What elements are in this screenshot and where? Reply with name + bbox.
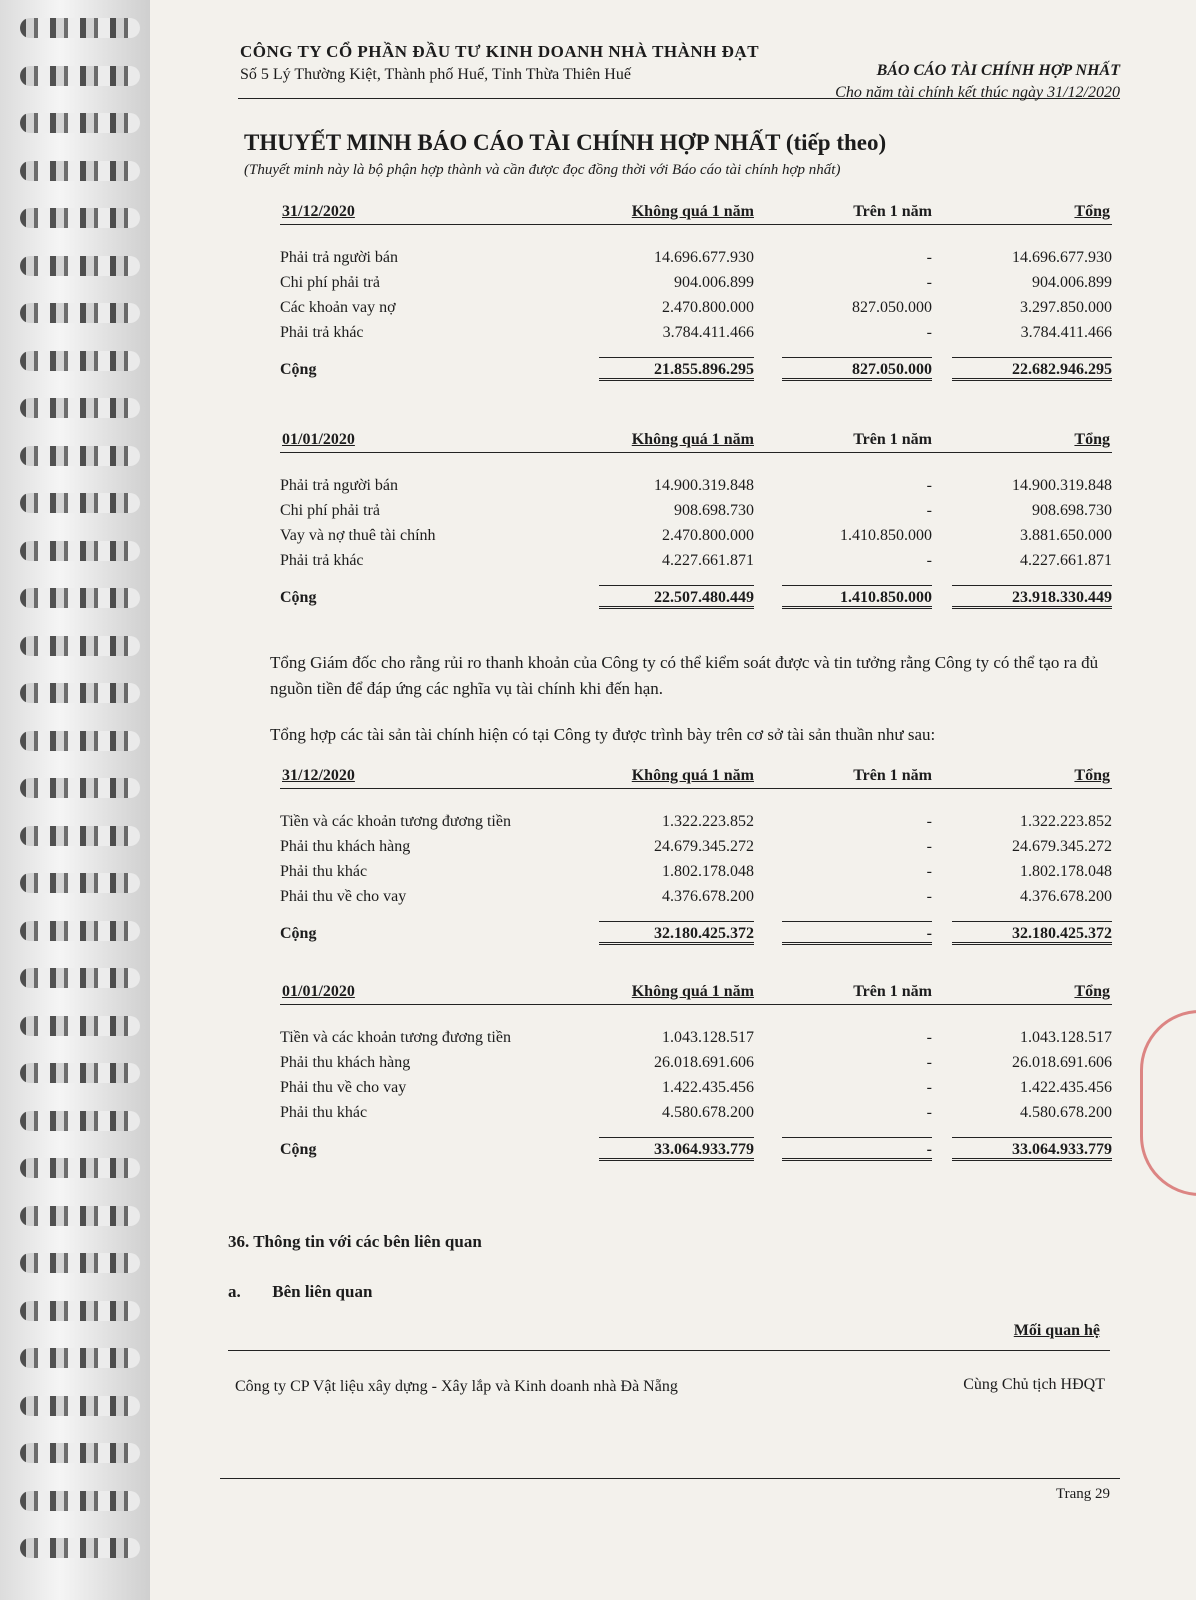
binding-ring	[20, 1206, 140, 1226]
binding-ring	[20, 1491, 140, 1511]
row-label: Phải thu khách hàng	[280, 1054, 411, 1071]
value-short-term: 24.679.345.272	[654, 838, 754, 855]
total-long-term: 1.410.850.000	[782, 585, 932, 609]
page-number: Trang 29	[1055, 1486, 1110, 1502]
value-long-term: -	[926, 249, 932, 266]
row-label: Phải trả người bán	[280, 249, 398, 266]
total-row	[280, 919, 1112, 963]
row-label: Phải trả người bán	[280, 477, 398, 494]
liquidity-paragraph: Tổng Giám đốc cho rằng rủi ro thanh khoản của Công ty có thể kiểm soát được và tin tưởng rằng Công ty có thể tạo ra đủ nguồn tiền để đáp ứng các nghĩa vụ tài chính khi đến hạn.	[270, 653, 1099, 698]
value-total: 14.696.677.930	[1012, 249, 1112, 266]
table-row	[280, 861, 1112, 886]
assets-table-2020	[280, 762, 1112, 963]
value-long-term: -	[926, 1054, 932, 1071]
value-total: 4.227.661.871	[1020, 552, 1112, 569]
value-short-term: 4.227.661.871	[662, 552, 754, 569]
header-right	[760, 62, 1120, 102]
table-row	[280, 500, 1112, 525]
total-row	[280, 355, 1112, 399]
assets-intro-paragraph: Tổng hợp các tài sản tài chính hiện có tại Công ty được trình bày trên cơ sở tài sản thuần như sau:	[270, 725, 936, 744]
row-label: Phải trả khác	[280, 552, 364, 569]
value-long-term: -	[926, 1079, 932, 1096]
table-row	[280, 1027, 1112, 1052]
table-date: 01/01/2020	[282, 983, 355, 1000]
total-label: Cộng	[280, 589, 317, 606]
value-long-term: -	[926, 838, 932, 855]
column-header-total: Tổng	[1074, 767, 1110, 784]
section-subtitle: (Thuyết minh này là bộ phận hợp thành và cần được đọc đồng thời với Báo cáo tài chính hợp nhất)	[244, 162, 841, 178]
table-row	[280, 1102, 1112, 1127]
table-row	[280, 322, 1112, 347]
value-long-term: -	[926, 813, 932, 830]
table-row	[280, 836, 1112, 861]
value-total: 1.422.435.456	[1020, 1079, 1112, 1096]
binding-ring	[20, 1538, 140, 1558]
total-overall: 33.064.933.779	[952, 1137, 1112, 1161]
value-short-term: 1.322.223.852	[662, 813, 754, 830]
total-short-term: 32.180.425.372	[599, 921, 754, 945]
value-short-term: 14.900.319.848	[654, 477, 754, 494]
column-header-short-term: Không quá 1 năm	[631, 431, 754, 448]
table-row	[280, 1077, 1112, 1102]
value-short-term: 908.698.730	[674, 502, 754, 519]
column-header-short-term: Không quá 1 năm	[631, 767, 754, 784]
row-label: Phải thu khách hàng	[280, 838, 411, 855]
total-label: Cộng	[280, 1141, 317, 1158]
company-address: Số 5 Lý Thường Kiệt, Thành phố Huế, Tỉnh Thừa Thiên Huế	[240, 66, 631, 83]
value-long-term: -	[926, 552, 932, 569]
binding-ring	[20, 256, 140, 276]
binding-ring	[20, 1111, 140, 1131]
table-row	[280, 550, 1112, 575]
relation-column-header: Mối quan hệ	[1013, 1322, 1100, 1339]
value-long-term: -	[926, 888, 932, 905]
binding-ring	[20, 1016, 140, 1036]
table-row	[280, 886, 1112, 911]
document-page	[200, 0, 1160, 1600]
subsection-label: a.	[228, 1282, 241, 1301]
table-header	[280, 762, 1112, 789]
total-label: Cộng	[280, 361, 317, 378]
relation-divider	[228, 1350, 1110, 1351]
total-label: Cộng	[280, 925, 317, 942]
binding-ring	[20, 66, 140, 86]
table-row	[280, 272, 1112, 297]
table-header	[280, 198, 1112, 225]
row-label: Vay và nợ thuê tài chính	[280, 527, 436, 544]
liabilities-table-2020	[280, 198, 1112, 399]
binding-ring	[20, 1301, 140, 1321]
binding-ring	[20, 731, 140, 751]
table-row	[280, 475, 1112, 500]
total-overall: 32.180.425.372	[952, 921, 1112, 945]
value-long-term: -	[926, 1104, 932, 1121]
column-header-short-term: Không quá 1 năm	[631, 983, 754, 1000]
value-long-term: -	[926, 274, 932, 291]
value-long-term: -	[926, 502, 932, 519]
row-label: Các khoản vay nợ	[280, 299, 396, 316]
binding-ring	[20, 303, 140, 323]
binding-ring	[20, 1348, 140, 1368]
header-divider	[238, 98, 1120, 99]
related-parties-subheading	[228, 1282, 372, 1302]
value-short-term: 1.802.178.048	[662, 863, 754, 880]
total-overall: 22.682.946.295	[952, 357, 1112, 381]
footer-divider	[220, 1478, 1120, 1479]
header-left	[240, 42, 820, 84]
binding-ring	[20, 683, 140, 703]
value-short-term: 2.470.800.000	[662, 299, 754, 316]
binding-ring	[20, 588, 140, 608]
value-total: 14.900.319.848	[1012, 477, 1112, 494]
binding-ring	[20, 1396, 140, 1416]
row-label: Chi phí phải trả	[280, 274, 380, 291]
total-overall: 23.918.330.449	[952, 585, 1112, 609]
column-header-total: Tổng	[1074, 203, 1110, 220]
company-name: CÔNG TY CỔ PHẦN ĐẦU TƯ KINH DOANH NHÀ THÀNH ĐẠT	[240, 42, 760, 61]
row-label: Phải thu về cho vay	[280, 888, 407, 905]
row-label: Tiền và các khoản tương đương tiền	[280, 813, 511, 830]
binding-ring	[20, 826, 140, 846]
binding-ring	[20, 161, 140, 181]
value-short-term: 1.422.435.456	[662, 1079, 754, 1096]
total-short-term: 21.855.896.295	[599, 357, 754, 381]
row-label: Chi phí phải trả	[280, 502, 380, 519]
table-header	[280, 426, 1112, 453]
table-date: 01/01/2020	[282, 431, 355, 448]
binding-ring	[20, 873, 140, 893]
value-total: 904.006.899	[1032, 274, 1112, 291]
binding-ring	[20, 208, 140, 228]
binding-ring	[20, 351, 140, 371]
value-short-term: 4.376.678.200	[662, 888, 754, 905]
value-long-term: -	[926, 1029, 932, 1046]
binding-ring	[20, 1443, 140, 1463]
column-header-short-term: Không quá 1 năm	[631, 203, 754, 220]
value-short-term: 26.018.691.606	[654, 1054, 754, 1071]
related-parties-heading: 36. Thông tin với các bên liên quan	[228, 1232, 482, 1251]
binding-ring	[20, 921, 140, 941]
binding-ring	[20, 541, 140, 561]
assets-table-2019	[280, 978, 1112, 1179]
report-period: Cho năm tài chính kết thúc ngày 31/12/2020	[835, 84, 1120, 101]
binding-ring	[20, 968, 140, 988]
value-long-term: -	[926, 863, 932, 880]
column-header-total: Tổng	[1074, 431, 1110, 448]
value-total: 4.376.678.200	[1020, 888, 1112, 905]
value-total: 3.881.650.000	[1020, 527, 1112, 544]
value-total: 1.043.128.517	[1020, 1029, 1112, 1046]
spiral-binding	[0, 0, 150, 1600]
table-row	[280, 811, 1112, 836]
value-total: 24.679.345.272	[1012, 838, 1112, 855]
table-row	[280, 1052, 1112, 1077]
row-label: Phải thu khác	[280, 1104, 368, 1121]
total-long-term: 827.050.000	[782, 357, 932, 381]
binding-ring	[20, 398, 140, 418]
report-title: BÁO CÁO TÀI CHÍNH HỢP NHẤT	[876, 62, 1120, 79]
value-long-term: 1.410.850.000	[840, 527, 932, 544]
value-total: 1.802.178.048	[1020, 863, 1112, 880]
total-short-term: 33.064.933.779	[599, 1137, 754, 1161]
total-short-term: 22.507.480.449	[599, 585, 754, 609]
column-header-long-term: Trên 1 năm	[853, 203, 932, 220]
row-label: Phải thu khác	[280, 863, 368, 880]
value-long-term: -	[926, 324, 932, 341]
liabilities-table-2019	[280, 426, 1112, 627]
table-header	[280, 978, 1112, 1005]
value-total: 1.322.223.852	[1020, 813, 1112, 830]
value-short-term: 904.006.899	[674, 274, 754, 291]
binding-ring	[20, 1253, 140, 1273]
value-short-term: 3.784.411.466	[662, 324, 754, 341]
value-total: 908.698.730	[1032, 502, 1112, 519]
column-header-long-term: Trên 1 năm	[853, 431, 932, 448]
column-header-long-term: Trên 1 năm	[853, 983, 932, 1000]
binding-ring	[20, 1063, 140, 1083]
value-long-term: -	[926, 477, 932, 494]
related-company-relation: Cùng Chủ tịch HĐQT	[963, 1376, 1105, 1393]
section-title: THUYẾT MINH BÁO CÁO TÀI CHÍNH HỢP NHẤT (tiếp theo)	[244, 130, 887, 155]
table-date: 31/12/2020	[282, 767, 355, 784]
value-total: 3.297.850.000	[1020, 299, 1112, 316]
related-company-name: Công ty CP Vật liệu xây dựng - Xây lắp và Kinh doanh nhà Đà Nẵng	[235, 1378, 678, 1395]
row-label: Tiền và các khoản tương đương tiền	[280, 1029, 511, 1046]
binding-ring	[20, 1158, 140, 1178]
binding-ring	[20, 446, 140, 466]
value-total: 4.580.678.200	[1020, 1104, 1112, 1121]
value-total: 3.784.411.466	[1020, 324, 1112, 341]
total-long-term: -	[782, 1137, 932, 1161]
binding-ring	[20, 778, 140, 798]
column-header-total: Tổng	[1074, 983, 1110, 1000]
table-row	[280, 525, 1112, 550]
value-long-term: 827.050.000	[852, 299, 932, 316]
binding-ring	[20, 18, 140, 38]
column-header-long-term: Trên 1 năm	[853, 767, 932, 784]
table-date: 31/12/2020	[282, 203, 355, 220]
value-short-term: 2.470.800.000	[662, 527, 754, 544]
value-total: 26.018.691.606	[1012, 1054, 1112, 1071]
binding-ring	[20, 636, 140, 656]
row-label: Phải trả khác	[280, 324, 364, 341]
subsection-title: Bên liên quan	[272, 1282, 373, 1301]
total-long-term: -	[782, 921, 932, 945]
binding-ring	[20, 113, 140, 133]
value-short-term: 4.580.678.200	[662, 1104, 754, 1121]
value-short-term: 1.043.128.517	[662, 1029, 754, 1046]
table-row	[280, 297, 1112, 322]
row-label: Phải thu về cho vay	[280, 1079, 407, 1096]
total-row	[280, 1135, 1112, 1179]
table-row	[280, 247, 1112, 272]
total-row	[280, 583, 1112, 627]
binding-ring	[20, 493, 140, 513]
value-short-term: 14.696.677.930	[654, 249, 754, 266]
